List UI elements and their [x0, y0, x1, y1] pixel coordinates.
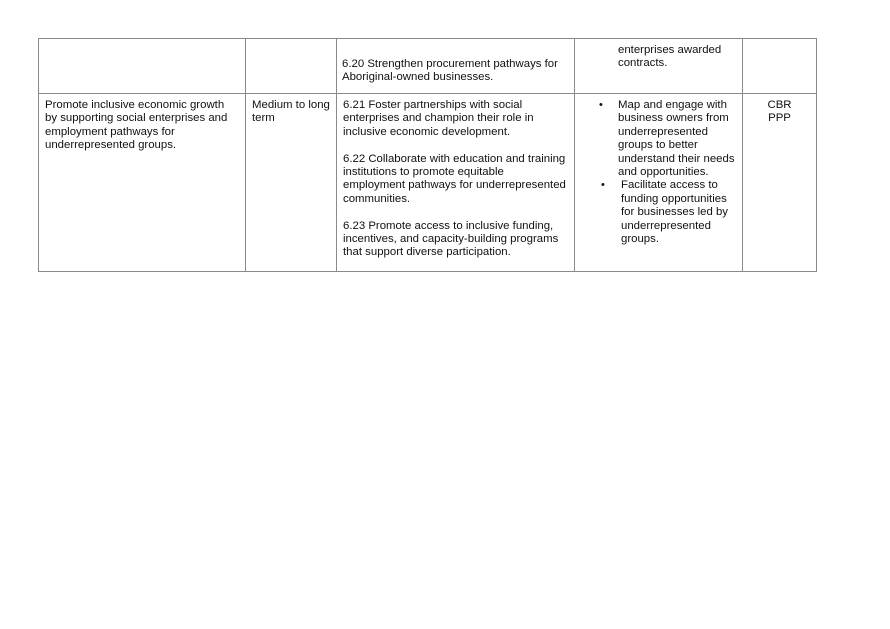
lead-text: [743, 39, 816, 49]
timeframe-text: Medium to long term: [252, 99, 330, 125]
actions-list: [337, 94, 574, 265]
objective-cell: [39, 94, 246, 272]
timeframe-cell: [246, 94, 337, 272]
action-plan-table: [38, 38, 817, 272]
objective-text: [39, 39, 245, 49]
lead-cell: [743, 39, 817, 94]
action-text: 6.20 Strengthen procurement pathways for Aboriginal-owned businesses.: [342, 58, 558, 84]
table-row: [39, 94, 817, 272]
bullet-icon: •: [601, 179, 605, 192]
objective-text: Promote inclusive economic growth by supporting social enterprises and employment pathways for underrepresented groups.: [45, 99, 228, 152]
objective-cell: [39, 39, 246, 94]
indicator-text: Map and engage with business owners from underrepresented groups to better understand their needs and opportunities.: [618, 99, 735, 179]
indicators-cell: [575, 94, 743, 272]
actions-cell: [337, 94, 575, 272]
indicator-cell: [575, 39, 743, 94]
action-6-21: 6.21 Foster partnerships with social enterprises and champion their role in inclusive economic development.: [343, 99, 534, 138]
lead-list: [743, 94, 816, 126]
indicator-text: Facilitate access to funding opportunities for businesses led by underrepresented groups.: [621, 179, 729, 246]
list-item: [575, 179, 730, 246]
indicator-text: enterprises awarded contracts.: [618, 44, 722, 70]
bullet-icon: •: [599, 99, 603, 111]
timeframe-text: [246, 39, 336, 49]
timeframe-cell: [246, 39, 337, 94]
lead-agency: CBR: [767, 99, 792, 111]
action-6-22: 6.22 Collaborate with education and training institutions to promote equitable employment pathways for underrepresented communities.: [343, 152, 566, 205]
lead-cell: [743, 94, 817, 272]
action-6-23: 6.23 Promote access to inclusive funding, incentives, and capacity-building programs that support diverse participation.: [343, 219, 559, 259]
table-row: [39, 39, 817, 94]
lead-agency: PPP: [768, 112, 791, 125]
indicator-list: [575, 94, 742, 251]
action-cell: [337, 39, 575, 94]
list-item: [575, 99, 736, 179]
